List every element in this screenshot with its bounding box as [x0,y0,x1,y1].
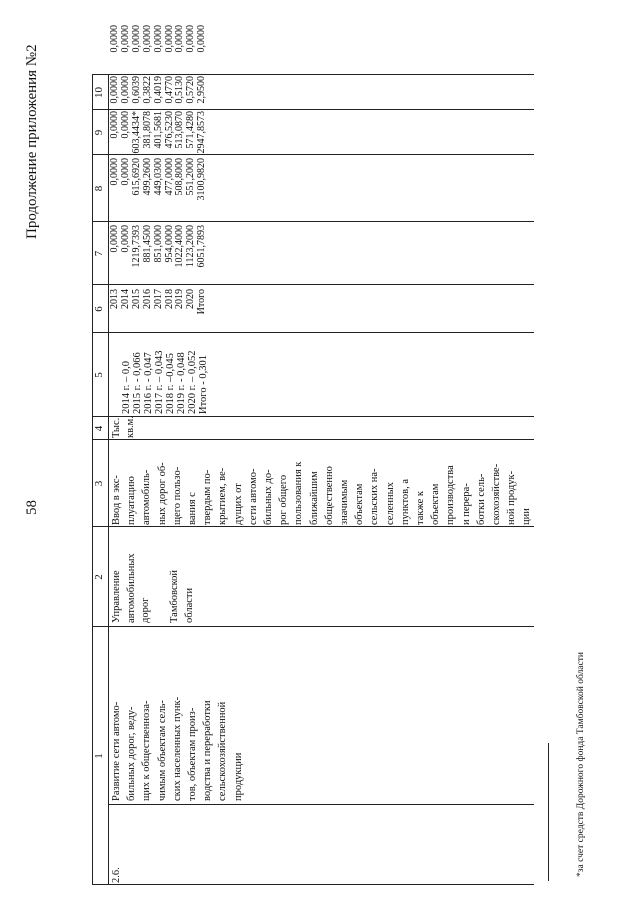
year-cell: 2020 [185,289,197,309]
column-header-8: 8 [93,185,105,192]
col7-cell: 499,2600 [141,158,153,196]
col9-cell: 0,4019 [152,76,164,104]
row-indicator-line: Ввод в экс- [111,475,122,525]
col9-cell: 0,5720 [185,76,197,104]
col10-cell: 0,0000 [109,25,120,53]
col6-cell: 0,0000 [109,225,120,253]
row-indicator-line: объектам [430,483,442,525]
year-cell: 2015 [130,289,142,309]
row-indicator-line: плуатацию [126,476,138,525]
col6-cell: 1219,7393 [130,225,142,268]
appendix-title: Продолжение приложения №2 [24,44,40,239]
year-cell: 2016 [141,289,153,309]
col7-cell: 449,0300 [152,158,164,196]
row-indicator-line: пользования к [293,461,305,525]
row-indicator-line: производства [445,465,457,525]
row-indicator-line: сельских на- [369,468,381,525]
col7-cell: 615,6920 [130,158,142,196]
row-executor-line: области [184,587,195,623]
row-indicator-line: рог общего [278,474,290,525]
col7-cell: 508,8000 [174,158,186,196]
year-cell: 2018 [163,289,175,309]
column-header-2: 2 [93,574,105,580]
row-unit-line: Тыс. [111,417,122,438]
column-header-3: 3 [93,480,105,487]
col9-cell: 0,4770 [163,76,175,104]
col6-cell: 881,4500 [141,225,153,263]
row-name-line: тов, объектам произ- [187,707,198,801]
col6-cell: 1123,2000 [185,225,197,268]
row-indicator-line: ной продук- [506,470,518,525]
row-indicator-line: твердым по- [202,469,214,525]
col8-cell: 476,5230 [163,111,175,149]
row-year-value-line: 2019 г. - 0,048 [176,352,187,414]
row-indicator-line: сети автомо- [247,468,259,525]
column-border [92,416,534,417]
row-indicator-line: значимым [339,479,350,525]
col6-cell: 851,0000 [152,225,164,263]
col8-cell: 381,8078 [141,111,153,149]
column-header-6: 6 [93,306,105,312]
row-indicator-line: крытием, ве- [217,467,229,525]
row-id: 2.6. [111,867,122,883]
col7-cell: 477,0000 [163,158,175,196]
row-name-line: чимым объектам сель- [156,700,168,801]
row-executor-line: дорог [140,597,152,623]
col6-cell: 954,0000 [163,225,175,263]
col7-cell: 0,0000 [109,158,120,186]
row-indicator-line: ближайшим [308,471,320,525]
row-indicator-line: щего пользо- [171,466,183,525]
row-indicator-line: пунктов, а [399,478,411,525]
year-cell: 2019 [174,289,186,309]
row-indicator-line: автомобиль- [141,469,153,525]
year-cell: 2014 [119,289,131,309]
row-indicator-line: объектам [354,483,366,525]
column-header-1: 1 [93,753,105,759]
column-header-7: 7 [93,250,105,257]
row-year-value-line: 2014 г. – 0,0 [121,361,132,414]
row-indicator-line: и перера- [460,483,472,525]
row-year-value-line: 2018 г. –0,045 [165,353,176,414]
col8-cell: 513,0870 [174,111,186,149]
col10-cell: 0,0000 [130,25,142,53]
col10-cell: 0,0000 [119,25,131,53]
row-year-value-line: Итого - 0,301 [198,355,209,414]
col8-cell: 0,0000 [109,111,120,139]
col6-cell: 1022,4000 [174,225,186,268]
column-header-9: 9 [93,129,105,136]
row-indicator-line: ции [521,508,533,525]
row-name-line: щих к общественноза- [141,700,153,801]
col9-cell: 0,0000 [119,76,131,104]
row-year-value-line: 2020 г. – 0,052 [187,350,198,414]
row-executor-line: автомобильных [125,553,137,623]
page-number: 58 [24,500,40,515]
col8-cell: 603,4434* [130,111,142,154]
col8-cell: 2947,8573 [196,111,208,154]
col6-cell: 0,0000 [119,225,131,253]
col10-cell: 0,0000 [185,25,197,53]
row-name-line: Развитие сети автомо- [111,701,122,801]
column-border [92,626,534,627]
row-year-value-line: 2016 г. - 0,047 [143,352,154,414]
header-bottom-border [108,75,109,885]
col9-cell: 0,6039 [130,76,142,104]
col8-cell: 571,4280 [185,111,197,149]
row-name-line: бильных дорог, веду- [126,706,138,801]
col9-cell: 2,9500 [196,76,208,104]
year-cell: 2013 [109,289,120,309]
col10-cell: 0,0000 [163,25,175,53]
row-indicator-line: вания с [187,492,198,525]
column-header-10: 10 [93,87,105,98]
row-year-value-line: 2017 г. – 0,043 [154,350,165,414]
year-cell: Итого [196,289,208,315]
row-name-line: ских населенных пунк- [171,696,183,801]
footnote-separator [548,743,549,881]
col10-cell: 0,0000 [152,25,164,53]
col10-cell: 0,0000 [141,25,153,53]
col7-cell: 0,0000 [119,158,131,186]
row-name-line: продукции [232,752,244,801]
footnote: *за счет средств Дорожного фонда Тамбовской области [576,652,586,877]
row-name-line: сельскохозяйственной [217,701,229,801]
col10-cell: 0,0000 [174,25,186,53]
col9-cell: 0,5130 [174,76,186,104]
row-indicator-line: дущих от [232,483,244,525]
col8-cell: 401,5681 [152,111,164,149]
column-border [92,439,534,440]
row-indicator-line: также к [415,491,426,525]
row-unit-line: кв.м. [125,416,136,438]
col6-cell: 6051,7893 [196,225,208,268]
col7-cell: 3100,9820 [196,158,208,201]
row-executor-line: Управление [111,570,122,623]
column-header-5: 5 [93,372,105,378]
col9-cell: 0,3822 [141,76,153,104]
column-border [92,884,534,885]
row-indicator-line: селенных [384,482,396,525]
row-name-line: водства и переработки [202,700,214,801]
row-indicator-line: ботки сель- [475,473,487,525]
column-border [108,804,534,805]
column-border [92,526,534,527]
row-indicator-line: бильных до- [263,469,274,525]
row-indicator-line: общественно [323,466,335,525]
row-executor-line: Тамбовской [169,569,181,623]
col10-cell: 0,0000 [196,25,208,53]
row-year-value-line: 2015 г. - 0,066 [132,352,143,414]
row-indicator-line: скохозяйстве- [491,463,502,525]
col7-cell: 551,2000 [185,158,197,196]
col8-cell: 0,0000 [119,111,131,139]
row-indicator-line: ных дорог об- [156,462,168,525]
column-header-4: 4 [93,425,105,432]
col9-cell: 0,0000 [109,76,120,104]
year-cell: 2017 [152,289,164,309]
